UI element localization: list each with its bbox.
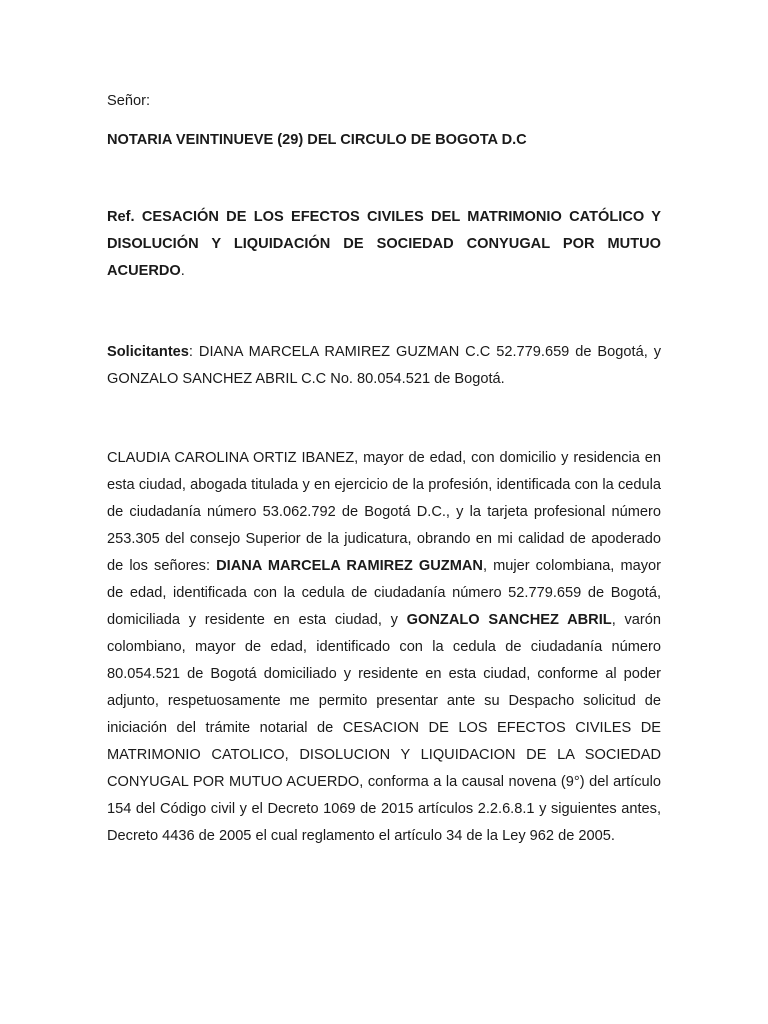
body-part-2: , mujer colombiana, mayor de edad, identificada con la cedula de ciudadanía número 52.779.659 de Bogotá, domiciliada y residente en esta ciudad, y [107,558,661,628]
body-paragraph [107,445,661,850]
applicants-paragraph [107,339,661,393]
reference-end-punct: . [180,263,185,279]
addressee: NOTARIA VEINTINUEVE (29) DEL CIRCULO DE BOGOTA D.C [107,132,527,148]
body-part-1: CLAUDIA CAROLINA ORTIZ IBANEZ, mayor de edad, con domicilio y residencia en esta ciudad, abogada titulada y en ejercicio de la profesión, identificada con la cedula de ciudadanía número 53.062.792 de Bogotá D.C., y la tarjeta profesional número 253.305 del consejo Superior de la judicatura, obrando en mi calidad de apoderado de los señores: [107,450,661,574]
reference-text: Ref. CESACIÓN DE LOS EFECTOS CIVILES DEL MATRIMONIO CATÓLICO Y DISOLUCIÓN Y LIQUIDACIÓN DE SOCIEDAD CONYUGAL POR MUTUO ACUERDO [107,209,661,279]
salutation: Señor: [107,93,150,109]
applicants-text: : DIANA MARCELA RAMIREZ GUZMAN C.C 52.779.659 de Bogotá, y GONZALO SANCHEZ ABRIL C.C No. 80.054.521 de Bogotá. [107,344,661,387]
body-part-3: , varón colombiano, mayor de edad, identificado con la cedula de ciudadanía número 80.054.521 de Bogotá domiciliado y residente en esta ciudad, conforme al poder adjunto, respetuosamente me permito presentar ante su Despacho solicitud de iniciación del trámite notarial de CESACION DE LOS EFECTOS CIVILES DE MATRIMONIO CATOLICO, DISOLUCION Y LIQUIDACION DE LA SOCIEDAD CONYUGAL POR MUTUO ACUERDO, conforma a la causal novena (9°) del artículo 154 del Código civil y el Decreto 1069 de 2015 artículos 2.2.6.8.1 y siguientes antes, Decreto 4436 de 2005 el cual reglamento el artículo 34 de la Ley 962 de 2005. [107,612,661,844]
reference-paragraph [107,204,661,285]
applicant-name-2: GONZALO SANCHEZ ABRIL [406,612,612,628]
applicants-label: Solicitantes [107,344,189,360]
applicant-name-1: DIANA MARCELA RAMIREZ GUZMAN [216,558,483,574]
